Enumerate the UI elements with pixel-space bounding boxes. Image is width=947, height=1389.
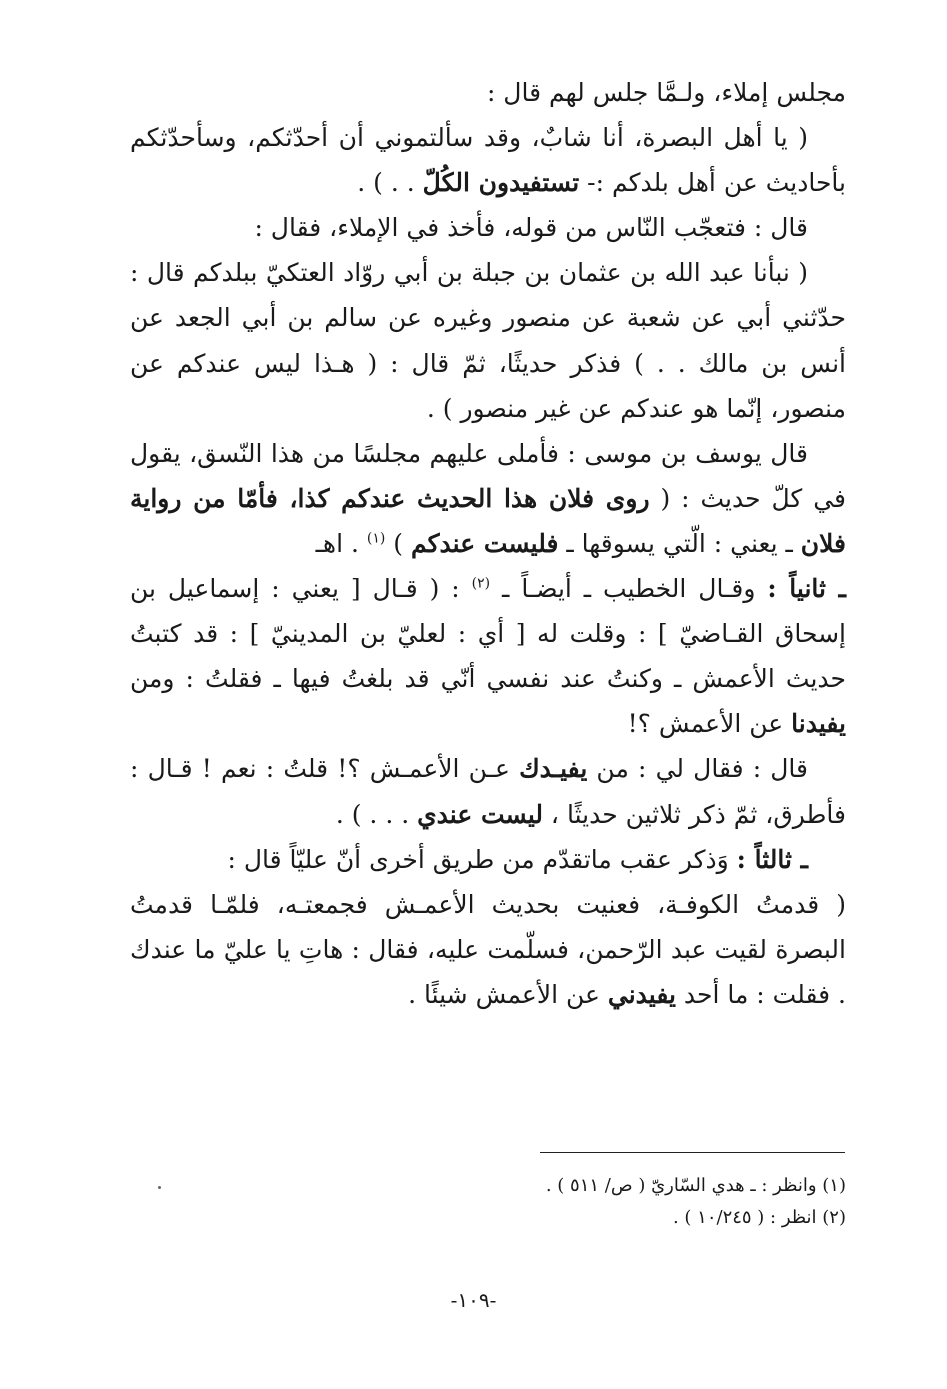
paragraph xyxy=(130,70,846,115)
bold-text: يفيدنا xyxy=(791,709,846,739)
text-segment: ( نبأنا عبد الله بن عثمان بن جبلة بن أبي روّاد العتكيّ ببلدكم قال : حدّثني أبي عن شعبة عن منصور وغيره عن سالم بن أبي الجعد عن أنس بن مالك . . ) فذكر حديثًا، ثمّ قال : ( هـذا ليس عندكم عن منصور، إنّما هو عندكم عن غير منصور ) . xyxy=(130,258,846,423)
bold-text: يفيدني xyxy=(607,979,676,1009)
paragraph xyxy=(130,882,846,1017)
bold-text: تستفيدون الكُلّ xyxy=(422,168,580,198)
bold-text: يفيـدك xyxy=(519,754,588,784)
text-segment: . . ) . xyxy=(357,168,423,198)
text-segment: . . . ) . xyxy=(335,799,418,829)
text-segment: عن الأعمش ؟! xyxy=(627,709,792,739)
footnotes xyxy=(380,1170,846,1234)
text-segment: وقـال الخطيب ـ أيضـاً ـ xyxy=(490,574,768,604)
bold-text: روى فلان هذا الحديث عندكم كذا، فأمّا من رواية فلان xyxy=(130,483,846,558)
main-text xyxy=(130,70,846,1017)
text-segment: قال يوسف بن موسى : فأملى عليهم مجلسًا من هذا النّسق، يقول في كلّ حديث : ( xyxy=(130,438,846,513)
text-segment: وَذكر عقب ماتقدّم من طريق أخرى أنّ عليّاً قال : xyxy=(227,844,737,874)
text-segment: عـن الأعمـش ؟! قلتُ : نعم ! قـال : فأطرق، ثمّ ذكر ثلاثين حديثًا ، xyxy=(130,754,846,829)
paragraph xyxy=(130,250,846,430)
paragraph xyxy=(130,566,846,746)
footnote-reference: (٢) xyxy=(471,575,491,592)
footnote-reference: (١) xyxy=(366,530,386,547)
bold-text: ـ ثانياً : xyxy=(767,574,846,604)
text-segment: ( يا أهل البصرة، أنا شابٌ، وقد سألتموني أن أحدّثكم، وسأحدّثكم بأحاديث عن أهل بلدكم :- xyxy=(130,123,846,198)
bold-text: ـ ثالثاً : xyxy=(736,844,808,874)
paragraph xyxy=(130,746,846,836)
bold-text: ليست عندي xyxy=(417,799,543,829)
page-number: -١٠٩- xyxy=(450,1288,497,1312)
text-segment: مجلس إملاء، ولـمَّا جلس لهم قال : xyxy=(486,78,846,107)
text-segment: . اهـ xyxy=(315,528,367,558)
text-segment: قال : فقال لي : من xyxy=(587,754,809,784)
paragraph xyxy=(130,431,846,566)
footnote-divider xyxy=(540,1152,845,1153)
text-segment: قال : فتعجّب النّاس من قوله، فأخذ في الإملاء، فقال : xyxy=(254,213,808,243)
text-segment: عن الأعمش شيئًا . xyxy=(408,979,608,1009)
bold-text: فليست عندكم xyxy=(411,528,559,558)
paragraph xyxy=(130,837,846,882)
text-segment: ( قدمتُ الكوفـة، فعنيت بحديث الأعمـش فجمعتـه، فلمّـا قدمتُ البصرة لقيت عبد الرّحمن، فسلّمت عليه، فقال : هاتِ يا عليّ ما عندك . فقلت : ما أحد xyxy=(130,889,846,1009)
footnote-1: (١) وانظر : ـ هدي السّاريّ ( ص/ ٥١١ ) . xyxy=(545,1175,846,1196)
ink-dot xyxy=(158,1186,161,1189)
footnote-2: (٢) انظر : ( ١٠/٢٤٥ ) . xyxy=(672,1207,846,1228)
text-segment: : ( قـال [ يعني : إسماعيل بن إسحاق القـاضيّ ] : وقلت له [ أي : لعليّ بن المدينيّ ] : قد كتبتُ حديث الأعمش ـ وكنتُ عند نفسي أنّي قد بلغتُ فيها ـ فقلتُ : ومن xyxy=(130,574,846,694)
text-segment: ـ يعني : الّتي يسوقها ـ xyxy=(558,528,801,558)
paragraph xyxy=(130,205,846,250)
paragraph xyxy=(130,115,846,205)
text-segment: ) xyxy=(385,528,411,558)
